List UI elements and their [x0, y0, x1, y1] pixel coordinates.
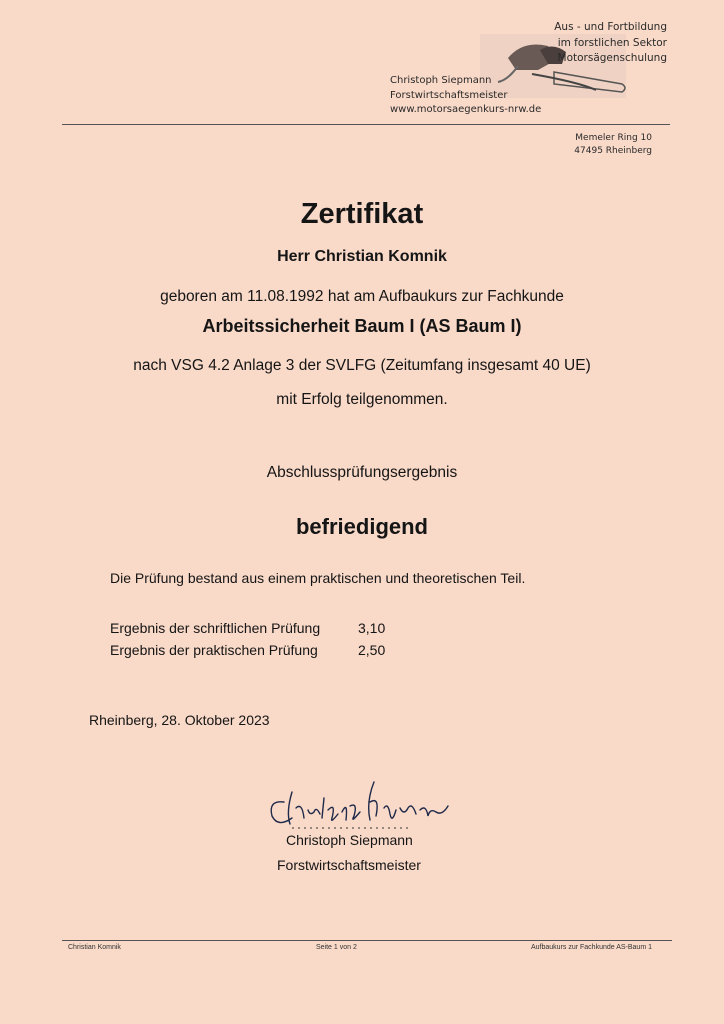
course-name: Arbeitssicherheit Baum I (AS Baum I) [202, 316, 522, 336]
signer-title: Forstwirtschaftsmeister [277, 857, 421, 873]
tagline-line: im forstlichen Sektor [557, 36, 667, 49]
footer-course: Aufbaukurs zur Fachkunde AS-Baum 1 [530, 944, 652, 951]
address-street: Memeler Ring 10 [575, 133, 652, 143]
signer-name: Christoph Siepmann [286, 832, 413, 848]
recipient-name: Herr Christian Komnik [277, 248, 447, 265]
place-and-date: Rheinberg, 28. Oktober 2023 [89, 712, 270, 728]
handwritten-signature [262, 772, 462, 834]
footer-page-number: Seite 1 von 2 [316, 944, 357, 951]
birth-course-text: geboren am 11.08.1992 hat am Aufbaukurs zur Fachkunde [160, 288, 564, 305]
regulation-text: nach VSG 4.2 Anlage 3 der SVLFG (Zeitumfang insgesamt 40 UE) [133, 357, 591, 374]
header-tagline [554, 20, 667, 67]
result-label-written: Ergebnis der schriftlichen Prüfung [110, 620, 321, 636]
tagline-line: Motorsägenschulung [557, 52, 667, 64]
contact-name: Christoph Siepmann [390, 75, 492, 86]
tagline-line: Aus - und Fortbildung [554, 21, 667, 33]
address-block [574, 132, 652, 158]
completion-text: mit Erfolg teilgenommen. [276, 391, 448, 408]
contact-role: Forstwirtschaftsmeister [390, 89, 508, 101]
result-value-written: 3,10 [358, 620, 386, 636]
header-contact [390, 74, 541, 118]
exam-result-grade: befriedigend [295, 514, 428, 539]
exam-result-label: Abschlussprüfungsergebnis [266, 464, 458, 481]
footer-divider [62, 940, 672, 941]
footer-recipient: Christian Komnik [68, 944, 121, 951]
result-label-practical: Ergebnis der praktischen Prüfung [110, 642, 318, 658]
exam-note: Die Prüfung bestand aus einem praktischen und theoretischen Teil. [110, 570, 526, 586]
address-city: 47495 Rheinberg [574, 146, 652, 156]
header-divider [62, 124, 670, 125]
contact-website: www.motorsaegenkurs-nrw.de [390, 104, 542, 115]
certificate-title: Zertifikat [300, 198, 424, 230]
result-value-practical: 2,50 [358, 642, 386, 658]
